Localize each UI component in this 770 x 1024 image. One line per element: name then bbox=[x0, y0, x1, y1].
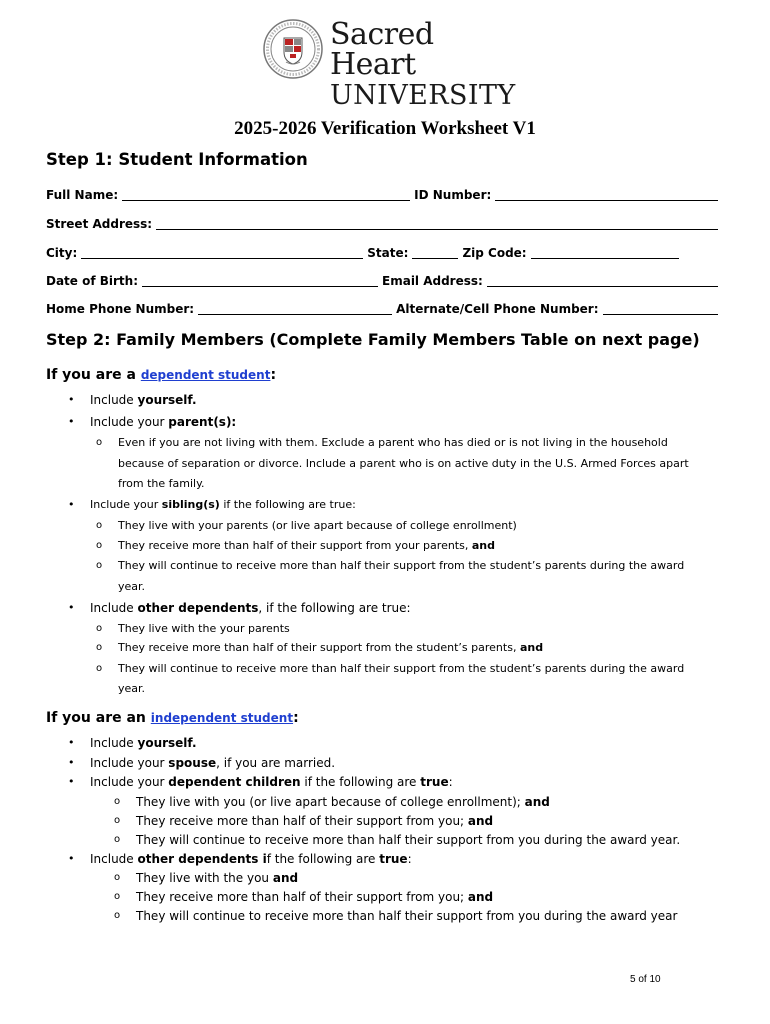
full-name-row bbox=[46, 186, 718, 202]
university-seal-icon bbox=[262, 18, 324, 80]
full-name-label: Full Name: bbox=[46, 188, 119, 202]
bullet-icon: • bbox=[68, 736, 75, 749]
circle-bullet-icon: o bbox=[114, 891, 121, 902]
bullet-icon: • bbox=[68, 393, 75, 406]
item-text: Include bbox=[90, 852, 138, 866]
document-title: 2025-2026 Verification Worksheet V1 bbox=[234, 118, 536, 139]
street-address-label: Street Address: bbox=[46, 217, 153, 231]
street-address-row bbox=[46, 215, 718, 231]
id-number-label: ID Number: bbox=[414, 188, 492, 202]
list-item bbox=[90, 756, 335, 770]
list-item: They will continue to receive more than half their support from you during the award year bbox=[136, 909, 678, 923]
list-item: They will continue to receive more than half their support from the student’s parents during the award bbox=[118, 662, 685, 675]
bullet-icon: • bbox=[68, 498, 75, 511]
bullet-icon: • bbox=[68, 756, 75, 769]
item-bold-text: parent(s): bbox=[168, 415, 237, 429]
state-field[interactable] bbox=[412, 245, 458, 259]
dependent-student-heading bbox=[46, 367, 276, 383]
item-bold-text: other dependents bbox=[137, 601, 259, 615]
list-item bbox=[90, 415, 236, 429]
list-item bbox=[118, 641, 543, 655]
list-item bbox=[136, 795, 550, 809]
email-field[interactable] bbox=[487, 273, 718, 287]
list-item bbox=[90, 601, 411, 615]
item-text: if the following are true: bbox=[219, 498, 356, 511]
item-bold-text: yourself. bbox=[137, 736, 197, 750]
item-text: Include bbox=[90, 736, 138, 750]
dob-field[interactable] bbox=[142, 273, 378, 287]
item-text: if the following are bbox=[300, 775, 421, 789]
full-name-field[interactable] bbox=[122, 187, 410, 201]
item-text: : bbox=[407, 852, 412, 866]
item-bold-text: and bbox=[471, 539, 495, 552]
list-item bbox=[136, 814, 493, 828]
circle-bullet-icon: o bbox=[114, 815, 121, 826]
phone-row bbox=[46, 300, 718, 316]
circle-bullet-icon: o bbox=[96, 642, 103, 653]
bullet-icon: • bbox=[68, 775, 75, 788]
item-text: Include your bbox=[90, 498, 162, 511]
item-bold-text: dependent children bbox=[168, 775, 301, 789]
bullet-icon: • bbox=[68, 415, 75, 428]
item-bold-text: yourself. bbox=[137, 393, 197, 407]
item-text: They receive more than half of their support from the student’s parents, bbox=[118, 641, 520, 654]
circle-bullet-icon: o bbox=[114, 910, 121, 921]
bullet-icon: • bbox=[68, 852, 75, 865]
list-item-continued: year. bbox=[118, 682, 146, 695]
email-label: Email Address: bbox=[382, 274, 483, 288]
list-item bbox=[90, 736, 197, 750]
list-item bbox=[118, 539, 495, 553]
dob-email-row bbox=[46, 272, 718, 288]
list-item-continued: because of separation or divorce. Include a parent who is on active duty in the U.S. Armed Forces apart bbox=[118, 457, 689, 470]
dob-label: Date of Birth: bbox=[46, 274, 139, 288]
state-label: State: bbox=[367, 246, 409, 260]
street-address-field[interactable] bbox=[156, 216, 718, 230]
circle-bullet-icon: o bbox=[96, 663, 103, 674]
list-item-continued: from the family. bbox=[118, 477, 205, 490]
list-item: They will continue to receive more than half their support from the student’s parents during the award bbox=[118, 559, 685, 572]
step1-heading: Step 1: Student Information bbox=[46, 150, 308, 169]
item-text: Include your bbox=[90, 775, 169, 789]
list-item: Even if you are not living with them. Exclude a parent who has died or is not living in the household bbox=[118, 436, 668, 449]
circle-bullet-icon: o bbox=[96, 437, 103, 448]
alt-phone-label: Alternate/Cell Phone Number: bbox=[396, 302, 599, 316]
university-wordmark bbox=[330, 17, 516, 111]
circle-bullet-icon: o bbox=[96, 560, 103, 571]
dependent-student-link[interactable]: dependent student bbox=[140, 368, 271, 382]
alt-phone-field[interactable] bbox=[603, 301, 718, 315]
home-phone-field[interactable] bbox=[198, 301, 392, 315]
list-item bbox=[90, 852, 412, 866]
item-bold-text: and bbox=[524, 795, 550, 809]
zip-code-field[interactable] bbox=[531, 245, 679, 259]
list-item: They will continue to receive more than half their support from you during the award year. bbox=[136, 833, 681, 847]
independent-student-link[interactable]: independent student bbox=[150, 711, 294, 725]
item-bold-text: sibling(s) bbox=[161, 498, 220, 511]
home-phone-label: Home Phone Number: bbox=[46, 302, 195, 316]
item-bold-text: other dependents i bbox=[137, 852, 267, 866]
item-text: They live with the you bbox=[136, 871, 273, 885]
circle-bullet-icon: o bbox=[114, 872, 121, 883]
item-bold-text: true bbox=[420, 775, 449, 789]
item-bold-text: spouse bbox=[168, 756, 217, 770]
circle-bullet-icon: o bbox=[96, 520, 103, 531]
list-item bbox=[90, 498, 356, 512]
dependent-suffix: : bbox=[270, 367, 277, 383]
item-text: They receive more than half of their support from you; bbox=[136, 890, 468, 904]
city-label: City: bbox=[46, 246, 78, 260]
list-item: They live with the your parents bbox=[118, 622, 290, 635]
item-text: They receive more than half of their support from you; bbox=[136, 814, 468, 828]
university-name-line1: Sacred Heart bbox=[330, 17, 434, 82]
item-bold-text: and bbox=[272, 871, 299, 885]
item-text: They receive more than half of their support from your parents, bbox=[118, 539, 472, 552]
list-item bbox=[136, 871, 298, 885]
item-text: f the following are bbox=[266, 852, 380, 866]
circle-bullet-icon: o bbox=[114, 796, 121, 807]
item-bold-text: and bbox=[467, 814, 494, 828]
bullet-icon: • bbox=[68, 601, 75, 614]
independent-prefix: If you are an bbox=[46, 710, 151, 726]
step2-heading: Step 2: Family Members (Complete Family Members Table on next page) bbox=[46, 330, 700, 349]
university-name-line2: UNIVERSITY bbox=[330, 80, 516, 111]
item-text: Include bbox=[90, 393, 138, 407]
circle-bullet-icon: o bbox=[96, 623, 103, 634]
independent-suffix: : bbox=[293, 710, 299, 726]
item-text: They live with you (or live apart because of college enrollment); bbox=[136, 795, 525, 809]
item-text: Include your bbox=[90, 756, 169, 770]
list-item bbox=[136, 890, 493, 904]
id-number-field[interactable] bbox=[495, 187, 718, 201]
item-text: Include your bbox=[90, 415, 169, 429]
page-number: 5 of 10 bbox=[630, 974, 661, 985]
circle-bullet-icon: o bbox=[114, 834, 121, 845]
item-bold-text: and bbox=[519, 641, 544, 654]
city-state-zip-row bbox=[46, 244, 718, 260]
dependent-prefix: If you are a bbox=[46, 367, 141, 383]
circle-bullet-icon: o bbox=[96, 540, 103, 551]
university-logo bbox=[262, 17, 516, 111]
item-text: Include bbox=[90, 601, 138, 615]
list-item bbox=[90, 393, 197, 407]
list-item bbox=[90, 775, 453, 789]
item-text: , if the following are true: bbox=[258, 601, 411, 615]
item-text: , if you are married. bbox=[216, 756, 336, 770]
item-bold-text: true bbox=[379, 852, 408, 866]
item-text: : bbox=[448, 775, 453, 789]
independent-student-heading bbox=[46, 710, 299, 726]
city-field[interactable] bbox=[81, 245, 363, 259]
zip-code-label: Zip Code: bbox=[462, 246, 527, 260]
list-item: They live with your parents (or live apart because of college enrollment) bbox=[118, 519, 517, 532]
item-bold-text: and bbox=[467, 890, 494, 904]
list-item-continued: year. bbox=[118, 580, 146, 593]
